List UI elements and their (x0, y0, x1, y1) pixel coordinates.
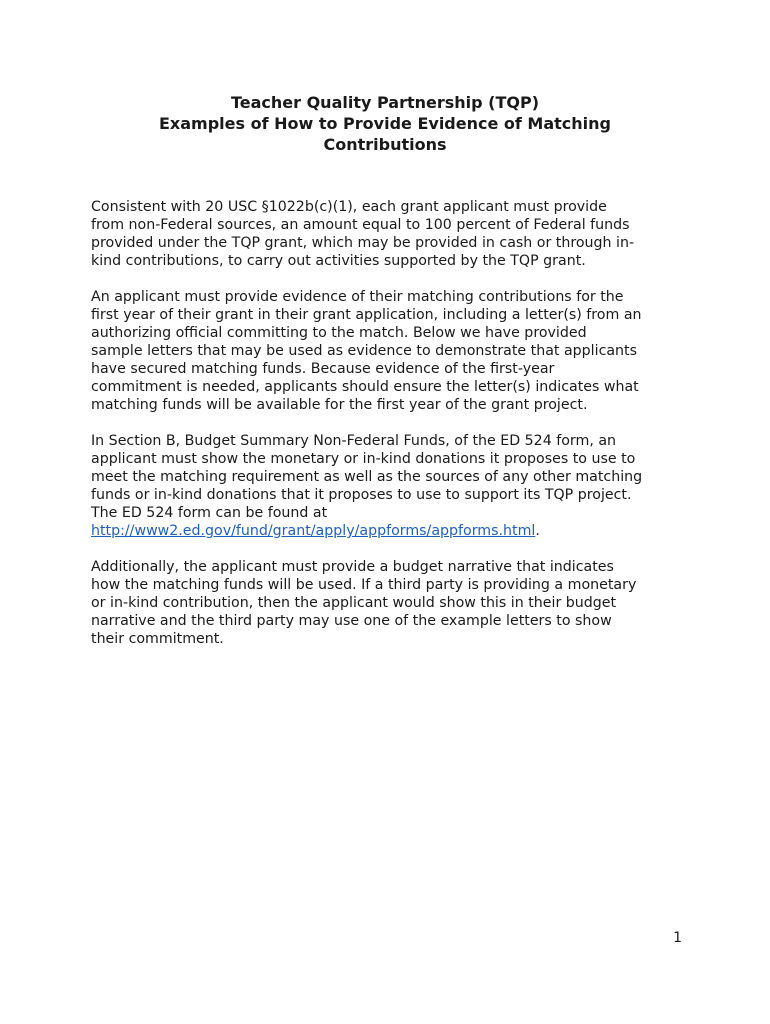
text-line: matching funds will be available for the first year of the grant project. (91, 397, 588, 413)
text-line: In Section B, Budget Summary Non-Federal Funds, of the ED 524 form, an (91, 433, 617, 449)
document-body (91, 198, 691, 666)
link-suffix: . (535, 523, 540, 539)
title-line-3: Contributions (323, 135, 447, 154)
text-line: Consistent with 20 USC §1022b(c)(1), each grant applicant must provide (91, 199, 607, 215)
paragraph-statutory-requirement (91, 198, 691, 270)
text-line: applicant must show the monetary or in-kind donations it proposes to use to (91, 451, 636, 467)
link-line (91, 522, 691, 540)
text-line: narrative and the third party may use one of the example letters to show (91, 613, 612, 629)
page-number: 1 (673, 930, 682, 946)
text-line: meet the matching requirement as well as the sources of any other matching (91, 469, 643, 485)
text-line: have secured matching funds. Because evidence of the first-year (91, 361, 555, 377)
document-title (90, 92, 680, 155)
text-line: commitment is needed, applicants should ensure the letter(s) indicates what (91, 379, 639, 395)
text-line: how the matching funds will be used. If a third party is providing a monetary (91, 577, 637, 593)
text-line: An applicant must provide evidence of their matching contributions for the (91, 289, 624, 305)
text-line: first year of their grant in their grant application, including a letter(s) from an (91, 307, 642, 323)
text-line: Additionally, the applicant must provide a budget narrative that indicates (91, 559, 614, 575)
paragraph-evidence (91, 288, 691, 414)
text-line: provided under the TQP grant, which may be provided in cash or through in- (91, 235, 635, 251)
paragraph-budget-narrative (91, 558, 691, 648)
text-line: their commitment. (91, 631, 224, 647)
title-line-2: Examples of How to Provide Evidence of Matching (158, 114, 611, 133)
text-line: authorizing official committing to the match. Below we have provided (91, 325, 587, 341)
text-line: kind contributions, to carry out activities supported by the TQP grant. (91, 253, 586, 269)
ed524-form-link[interactable]: http://www2.ed.gov/fund/grant/apply/appforms/appforms.html (91, 523, 536, 539)
text-line: The ED 524 form can be found at (91, 505, 328, 521)
text-line: sample letters that may be used as evidence to demonstrate that applicants (91, 343, 638, 359)
text-line: funds or in-kind donations that it proposes to use to support its TQP project. (91, 487, 632, 503)
title-line-1: Teacher Quality Partnership (TQP) (230, 93, 540, 112)
paragraph-ed524-form (91, 432, 691, 540)
text-line: or in-kind contribution, then the applicant would show this in their budget (91, 595, 617, 611)
text-line: from non-Federal sources, an amount equal to 100 percent of Federal funds (91, 217, 630, 233)
